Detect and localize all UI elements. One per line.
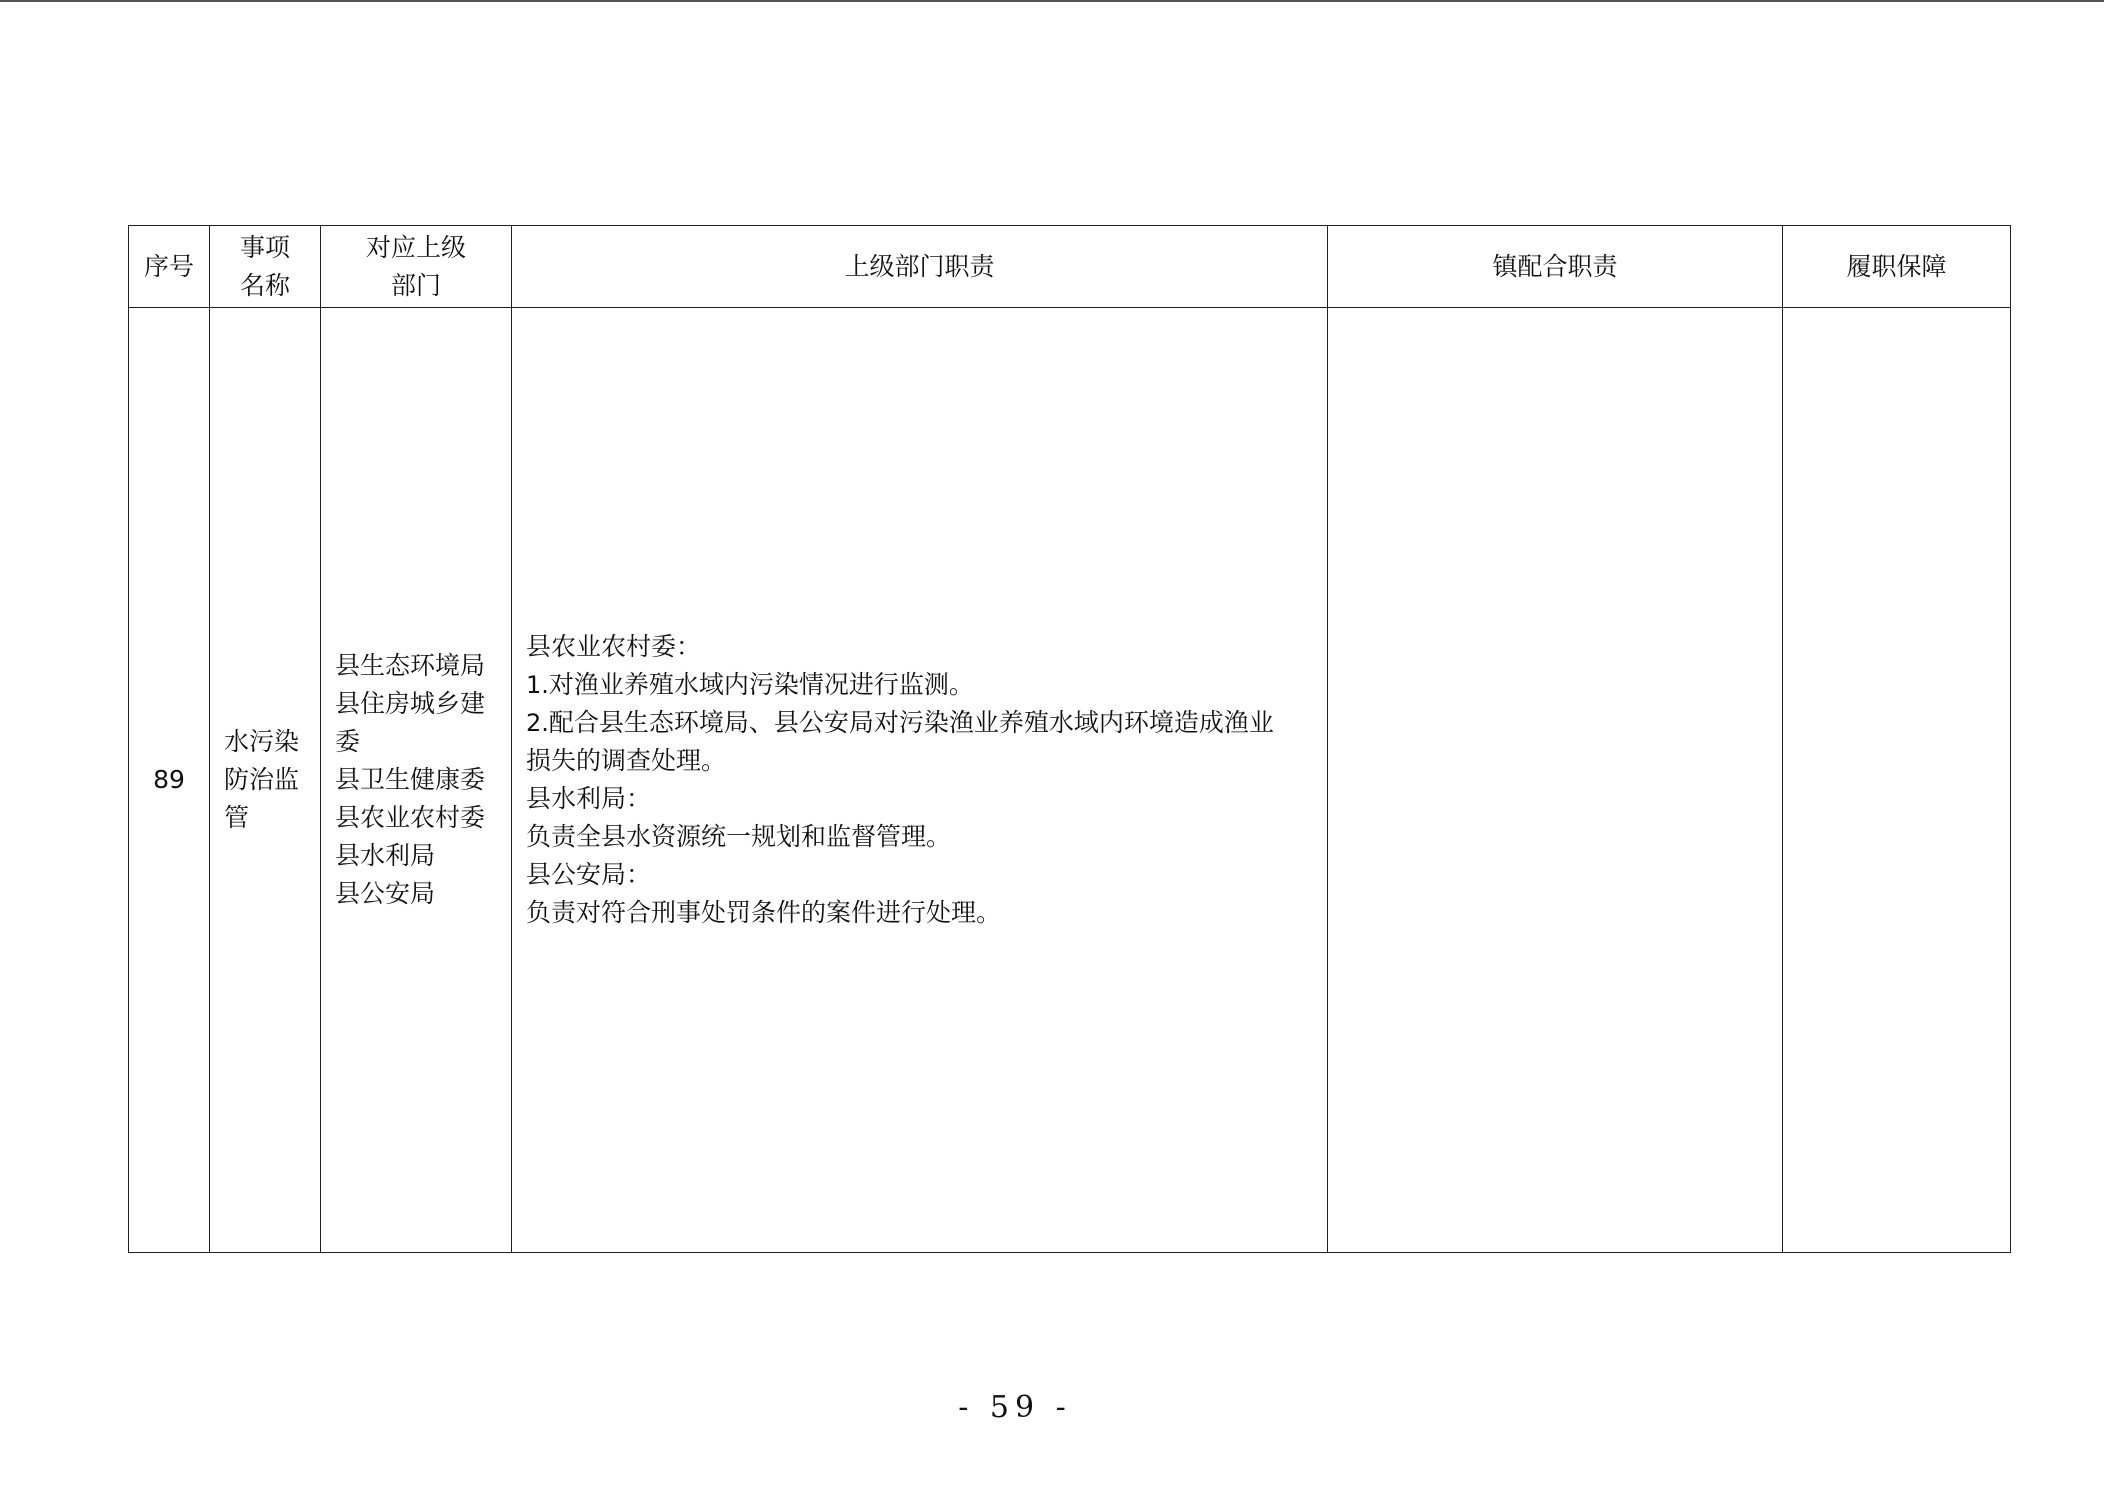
header-superior-dept	[321, 226, 512, 308]
duty-line-text: 损失的调查处理。	[526, 746, 727, 775]
header-seq-line: 序号	[143, 251, 194, 281]
header-guarantee	[1783, 226, 2011, 308]
dept-line: 县农业农村委	[335, 803, 486, 832]
duty-line	[526, 894, 1309, 932]
header-guarantee-line: 履职保障	[1846, 251, 1947, 281]
page-top-rule	[0, 0, 2104, 2]
cell-guarantee	[1783, 308, 2011, 1253]
cell-superior-duty	[512, 308, 1328, 1253]
dept-line: 县生态环境局	[335, 651, 486, 680]
duty-line-number: 1.	[526, 671, 549, 699]
duty-line-text: 配合县生态环境局、县公安局对污染渔业养殖水域内环境造成渔业	[548, 708, 1274, 737]
duty-line-text: 负责对符合刑事处罚条件的案件进行处理。	[526, 898, 1002, 927]
header-seq	[129, 226, 210, 308]
dept-line: 县水利局	[335, 841, 436, 870]
dept-line: 县住房城乡建	[335, 689, 486, 718]
cell-superior-dept	[321, 308, 512, 1253]
duty-line	[526, 780, 1309, 818]
cell-town-duty	[1328, 308, 1783, 1253]
page-number: - 59 -	[958, 1390, 1072, 1425]
table-row	[129, 308, 2011, 1253]
header-superior-duty	[512, 226, 1328, 308]
duty-line-text: 负责全县水资源统一规划和监督管理。	[526, 822, 952, 851]
duty-line-text: 对渔业养殖水域内污染情况进行监测。	[548, 670, 974, 699]
header-superior-dept-line: 对应上级	[365, 232, 466, 262]
duty-line	[526, 666, 1309, 704]
duty-line	[526, 818, 1309, 856]
duty-line-text: 县农业农村委：	[526, 632, 702, 661]
duty-line	[526, 856, 1309, 894]
duty-line-text: 县水利局：	[526, 784, 652, 813]
header-item-name	[210, 226, 321, 308]
duty-line	[526, 704, 1309, 742]
dept-line: 县公安局	[335, 879, 436, 908]
duty-line	[526, 742, 1309, 780]
duty-line-text: 县公安局：	[526, 860, 652, 889]
dept-line: 委	[335, 727, 361, 756]
duty-line-number: 2.	[526, 709, 549, 737]
responsibility-table	[128, 225, 2011, 1253]
header-town-duty-line: 镇配合职责	[1492, 251, 1618, 281]
header-item-name-line: 名称	[239, 270, 290, 300]
cell-item-name	[210, 308, 321, 1253]
item-name-line: 水污染	[224, 727, 300, 756]
header-superior-dept-line: 部门	[390, 270, 441, 300]
item-name-line: 管	[224, 803, 250, 832]
duty-line	[526, 628, 1309, 666]
cell-seq: 89	[129, 308, 210, 1253]
dept-line: 县卫生健康委	[335, 765, 486, 794]
header-item-name-line: 事项	[239, 232, 290, 262]
item-name-line: 防治监	[224, 765, 300, 794]
header-town-duty	[1328, 226, 1783, 308]
header-superior-duty-line: 上级部门职责	[844, 251, 995, 281]
table-header-row	[129, 226, 2011, 308]
